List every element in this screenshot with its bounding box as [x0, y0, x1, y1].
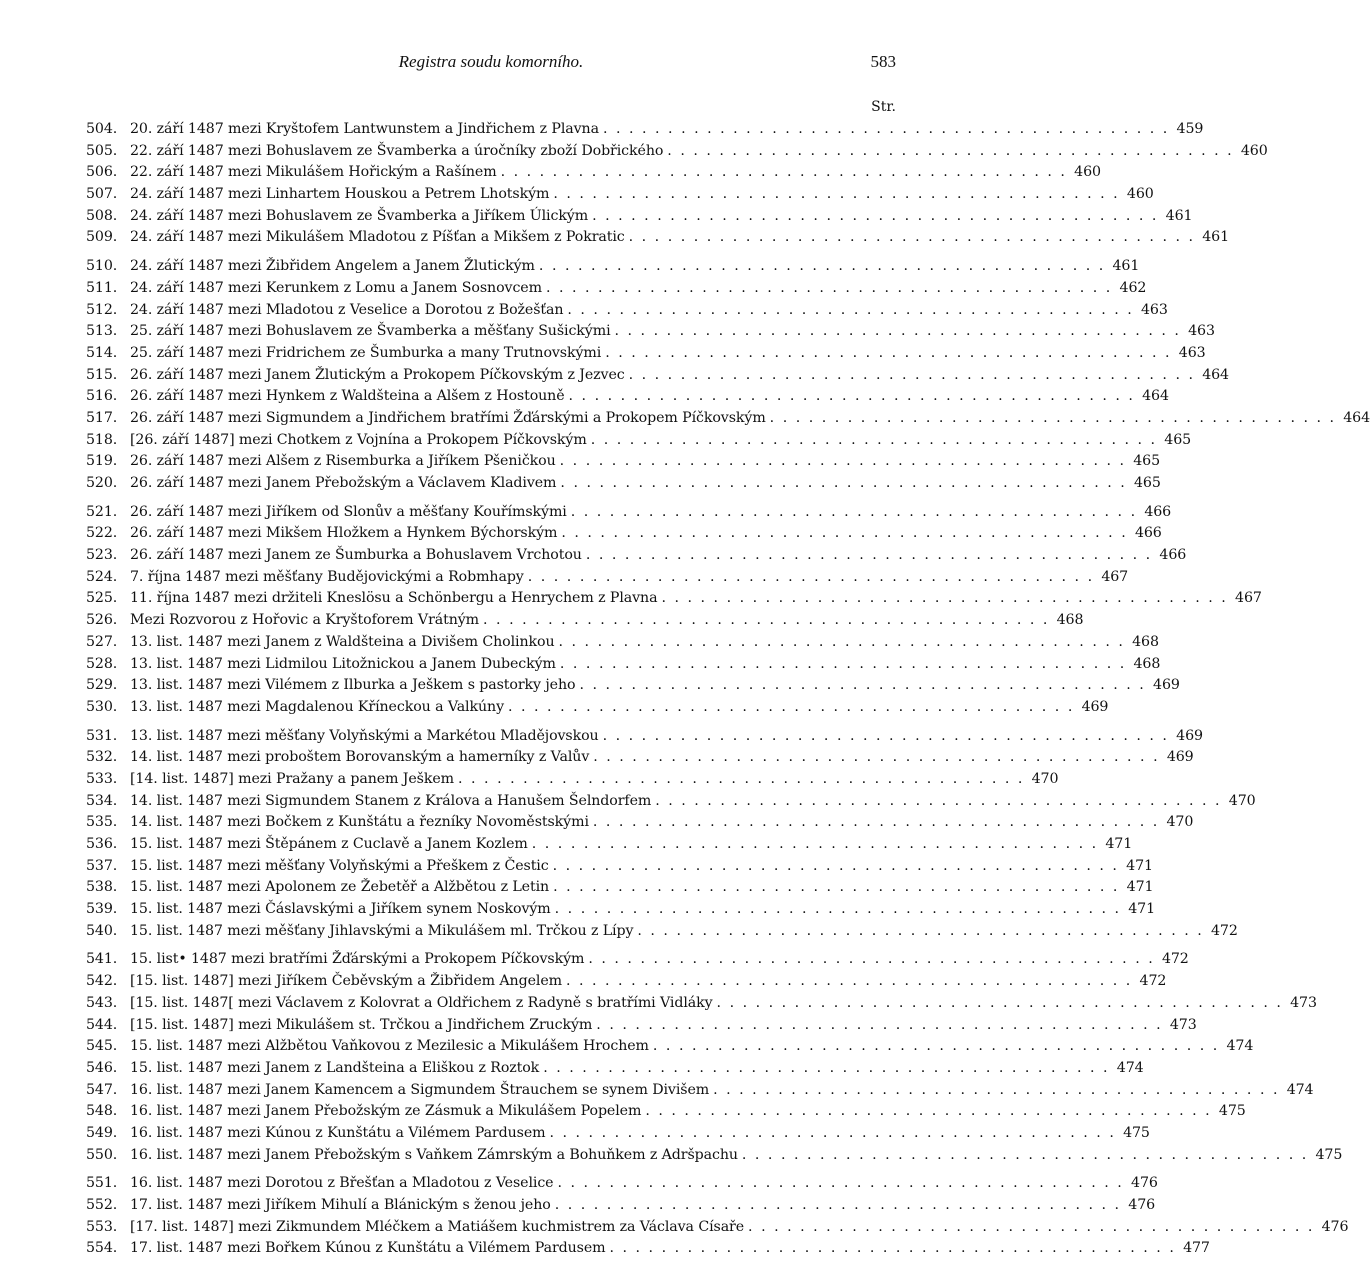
register-entry [86, 590, 1262, 612]
entry-number: 544. [86, 1016, 118, 1033]
entry-text: 26. září 1487 mezi Sigmundem a Jindřichem bratřími Žďárskými a Prokopem Píčkovským [130, 409, 766, 426]
entry-number: 534. [86, 792, 118, 809]
register-entry [86, 879, 1154, 901]
entry-page-number: 469 [1166, 749, 1194, 766]
dot-leader [586, 547, 1152, 563]
entry-number: 513. [86, 323, 118, 340]
entry-number: 543. [86, 994, 118, 1011]
register-entry [86, 1059, 1144, 1082]
dot-leader [528, 569, 1094, 585]
dot-leader [592, 208, 1158, 224]
dot-leader [615, 323, 1181, 339]
entry-text: 24. září 1487 mezi Žibřidem Angelem a Janem Žlutickým [130, 258, 535, 275]
entry-number: 526. [86, 612, 118, 629]
register-entry [86, 901, 1156, 923]
entry-text: [14. list. 1487] mezi Pražany a panem Ješkem [130, 770, 455, 787]
dot-leader [603, 728, 1169, 744]
entry-page-number: 476 [1128, 1197, 1156, 1213]
register-entry [86, 409, 1370, 432]
entry-text: 26. září 1487 mezi Mikšem Hložkem a Hynkem Býchorským [130, 525, 558, 542]
register-entry [86, 994, 1317, 1017]
entry-page-number: 470 [1166, 814, 1194, 831]
entry-page-number: 472 [1139, 973, 1167, 990]
entry-number: 523. [86, 547, 118, 564]
entry-page-number: 475 [1123, 1124, 1150, 1141]
entry-text: Mezi Rozvorou z Hořovic a Kryštoforem Vrátným [130, 612, 480, 629]
entry-page-number: 471 [1128, 901, 1156, 918]
dot-leader [566, 973, 1132, 989]
entry-text: 13. list. 1487 mezi Vilémem z Ilburka a Ješkem s pastorky jeho [130, 677, 576, 694]
entry-page-number: 466 [1144, 503, 1172, 520]
entry-page-number: 459 [1176, 121, 1204, 137]
entry-text: 26. září 1487 mezi Janem Přebožským a Václavem Kladivem [130, 475, 557, 491]
dot-leader [560, 475, 1126, 491]
register-entry [86, 633, 1159, 656]
entry-page-number: 472 [1210, 922, 1238, 939]
register-entry [86, 727, 1203, 750]
register-entry [86, 951, 1189, 973]
register-entry [86, 1038, 1254, 1060]
dot-leader [770, 410, 1336, 426]
register-entry [86, 814, 1194, 836]
entry-page-number: 474 [1286, 1081, 1314, 1098]
register-entry [86, 1175, 1158, 1197]
entry-number: 507. [86, 186, 118, 203]
dot-leader [508, 699, 1074, 715]
dot-leader [603, 121, 1169, 137]
entry-page-number: 471 [1126, 857, 1153, 874]
entry-number: 551. [86, 1175, 118, 1192]
entry-text: 14. list. 1487 mezi Bočkem z Kunštátu a řezníky Novoměstskými [130, 814, 589, 831]
dot-leader [717, 995, 1283, 1011]
dot-leader [559, 634, 1125, 650]
entry-page-number: 464 [1142, 388, 1169, 405]
entry-page-number: 473 [1169, 1016, 1197, 1033]
entry-page-number: 472 [1161, 951, 1189, 968]
entry-text: [15. list. 1487[ mezi Václavem z Kolovrat a Oldřichem z Radyně s bratřími Vidláky [130, 994, 713, 1011]
register-entry [86, 525, 1162, 547]
dot-leader [569, 388, 1135, 404]
entry-page-number: 474 [1116, 1059, 1144, 1076]
entry-text: 13. list. 1487 mezi Magdalenou Kříneckou a Valkúny [130, 698, 504, 715]
entry-page-number: 468 [1056, 612, 1084, 629]
entry-number: 539. [86, 901, 118, 918]
entry-text: 26. září 1487 mezi Alšem z Risemburka a Jiříkem Pšeničkou [130, 453, 556, 470]
entry-page-number: 465 [1133, 453, 1161, 470]
entry-number: 522. [86, 525, 118, 542]
entry-page-number: 463 [1188, 323, 1215, 340]
entry-text: 16. list. 1487 mezi Dorotou z Břešťan a Mladotou z Veselice [130, 1175, 554, 1192]
entry-page-number: 473 [1290, 994, 1317, 1011]
entry-number: 527. [86, 633, 118, 650]
entry-page-number: 469 [1176, 727, 1203, 744]
dot-leader [567, 302, 1133, 318]
entry-text: 16. list. 1487 mezi Kúnou z Kunštátu a Vilémem Pardusem [130, 1124, 546, 1141]
register-entry [86, 612, 1084, 634]
register-entries [86, 121, 1370, 1262]
entry-number: 519. [86, 453, 118, 470]
dot-leader [637, 923, 1203, 939]
dot-leader [605, 345, 1171, 361]
entry-number: 541. [86, 951, 118, 968]
entry-page-number: 475 [1218, 1103, 1246, 1120]
register-entry [86, 1103, 1246, 1125]
entry-text: [26. září 1487] mezi Chotkem z Vojnína a Prokopem Píčkovským [130, 431, 587, 448]
entry-number: 516. [86, 388, 118, 405]
entry-text: 22. září 1487 mezi Bohuslavem ze Švamberka a úročníky zboží Dobřického [130, 142, 664, 159]
entry-number: 536. [86, 836, 118, 852]
entry-number: 548. [86, 1103, 118, 1120]
entry-text: 24. září 1487 mezi Kerunkem z Lomu a Janem Sosnovcem [130, 279, 542, 296]
entry-text: 13. list. 1487 mezi Lidmilou Litožnickou a Janem Dubeckým [130, 655, 556, 672]
entry-page-number: 470 [1031, 770, 1059, 787]
entry-page-number: 461 [1165, 207, 1193, 224]
entry-text: 26. září 1487 mezi Jiříkem od Slonův a měšťany Kouřímskými [130, 503, 567, 520]
entry-number: 553. [86, 1218, 118, 1235]
dot-leader [645, 1103, 1211, 1119]
entry-page-number: 469 [1081, 698, 1109, 715]
entry-text: 15. list. 1487 mezi měšťany Jihlavskými a Mikulášem ml. Trčkou z Lípy [130, 922, 634, 939]
dot-leader [555, 1197, 1121, 1213]
dot-leader [713, 1082, 1279, 1098]
entry-number: 517. [86, 409, 118, 426]
entry-text: 25. září 1487 mezi Fridrichem ze Šumburka a many Trutnovskými [130, 344, 602, 361]
entry-page-number: 468 [1132, 633, 1159, 650]
entry-number: 537. [86, 857, 118, 874]
entry-page-number: 463 [1178, 344, 1206, 361]
register-entry [86, 677, 1180, 699]
register-entry [86, 366, 1229, 389]
entry-number: 552. [86, 1197, 118, 1213]
entry-number: 524. [86, 568, 118, 585]
entry-number: 531. [86, 727, 118, 744]
entry-text: 15. list• 1487 mezi bratřími Žďárskými a Prokopem Píčkovským [130, 951, 585, 968]
entry-number: 518. [86, 431, 118, 448]
register-entry [86, 568, 1129, 591]
dot-leader [557, 1175, 1123, 1191]
register-entry [86, 186, 1154, 208]
dot-leader [549, 1125, 1115, 1141]
entry-number: 554. [86, 1240, 118, 1257]
register-entry [86, 344, 1206, 367]
register-entry [86, 142, 1268, 165]
entry-number: 529. [86, 677, 118, 694]
entry-number: 525. [86, 590, 118, 607]
entry-text: 7. října 1487 mezi měšťany Budějovickými a Robmhapy [130, 568, 524, 585]
dot-leader [539, 258, 1105, 274]
entry-number: 509. [86, 229, 118, 246]
entry-page-number: 475 [1315, 1146, 1343, 1163]
dot-leader [667, 143, 1233, 159]
dot-leader [629, 367, 1195, 383]
entry-number: 546. [86, 1059, 118, 1076]
register-entry [86, 164, 1101, 186]
dot-leader [579, 677, 1145, 693]
entry-text: 24. září 1487 mezi Linhartem Houskou a Petrem Lhotským [130, 186, 550, 203]
entry-page-number: 466 [1134, 525, 1162, 542]
entry-text: 13. list. 1487 mezi měšťany Volyňskými a Markétou Mladějovskou [130, 727, 599, 744]
entry-page-number: 465 [1164, 431, 1192, 448]
entry-text: 13. list. 1487 mezi Janem z Waldšteina a Divišem Cholinkou [130, 633, 555, 650]
entry-page-number: 461 [1202, 229, 1229, 246]
dot-leader [555, 901, 1121, 917]
register-entry [86, 258, 1140, 280]
entry-number: 512. [86, 301, 118, 318]
register-entry [86, 121, 1204, 143]
entry-number: 520. [86, 475, 118, 491]
entry-number: 535. [86, 814, 118, 831]
register-entry [86, 749, 1194, 771]
entry-page-number: 476 [1131, 1175, 1158, 1192]
entry-text: 26. září 1487 mezi Janem Žlutickým a Prokopem Píčkovským z Jezvec [130, 366, 625, 383]
entry-text: 11. října 1487 mezi držiteli Kneslösu a Schönbergu a Henrychem z Plavna [130, 590, 658, 607]
entry-text: 24. září 1487 mezi Mladotou z Veselice a Dorotou z Božešťan [130, 301, 564, 318]
entry-page-number: 465 [1134, 475, 1161, 491]
dot-leader [483, 612, 1049, 628]
entry-page-number: 467 [1235, 590, 1262, 607]
dot-leader [748, 1219, 1314, 1235]
entry-number: 504. [86, 121, 118, 137]
page-number: 583 [870, 52, 896, 71]
register-entry [86, 323, 1215, 345]
register-entry [86, 279, 1147, 302]
entry-page-number: 464 [1343, 409, 1370, 426]
register-entry [86, 836, 1133, 858]
dot-leader [561, 525, 1127, 541]
dot-leader [629, 229, 1195, 245]
entry-number: 508. [86, 207, 118, 224]
entry-text: 15. list. 1487 mezi Apolonem ze Žebetěř a Alžbětou z Letin [130, 879, 550, 896]
entry-number: 528. [86, 655, 118, 672]
register-entry [86, 655, 1161, 678]
entry-page-number: 461 [1112, 258, 1140, 275]
entry-text: [15. list. 1487] mezi Mikulášem st. Trčkou a Jindřichem Zruckým [130, 1016, 593, 1033]
dot-leader [543, 1060, 1109, 1076]
register-entry [86, 1218, 1349, 1241]
entry-text: 14. list. 1487 mezi proboštem Borovanským a hamerníky z Valův [130, 749, 590, 766]
dot-leader [655, 793, 1221, 809]
register-entry [86, 1124, 1150, 1147]
dot-leader [596, 1017, 1162, 1033]
entry-text: 16. list. 1487 mezi Janem Přebožským ze Zásmuk a Mikulášem Popelem [130, 1103, 642, 1120]
dot-leader [560, 656, 1126, 672]
entry-page-number: 474 [1226, 1038, 1254, 1055]
entry-number: 538. [86, 879, 118, 896]
register-entry [86, 698, 1109, 721]
register-entry [86, 207, 1193, 230]
dot-leader [560, 453, 1126, 469]
entry-number: 545. [86, 1038, 118, 1055]
register-entry [86, 792, 1256, 815]
dot-leader [571, 504, 1137, 520]
entry-page-number: 466 [1159, 547, 1187, 564]
register-entry [86, 229, 1229, 251]
entry-page-number: 467 [1101, 568, 1129, 585]
dot-leader [458, 771, 1024, 787]
dot-leader [609, 1240, 1175, 1256]
entry-number: 533. [86, 770, 118, 787]
entry-number: 511. [86, 279, 118, 296]
entry-text: 15. list. 1487 mezi Čáslavskými a Jiříkem synem Noskovým [130, 901, 551, 918]
entry-number: 532. [86, 749, 118, 766]
dot-leader [553, 879, 1119, 895]
entry-text: 24. září 1487 mezi Mikulášem Mladotou z Píšťan a Mikšem z Pokratic [130, 229, 625, 246]
dot-leader [553, 858, 1119, 874]
register-entry [86, 1146, 1343, 1169]
running-title: Registra soudu komorního. [398, 52, 584, 71]
dot-leader [653, 1038, 1219, 1054]
entry-text: 16. list. 1487 mezi Janem Přebožským s Vaňkem Zámrským a Bohuňkem z Adršpachu [130, 1146, 738, 1163]
entry-page-number: 460 [1240, 142, 1268, 159]
register-entry [86, 301, 1168, 324]
entry-page-number: 460 [1126, 186, 1154, 203]
entry-text: 15. list. 1487 mezi Alžbětou Vaňkovou z Mezilesic a Mikulášem Hrochem [130, 1038, 649, 1055]
register-entry [86, 475, 1161, 497]
entry-page-number: 471 [1105, 836, 1133, 852]
dot-leader [742, 1147, 1308, 1163]
register-entry [86, 1240, 1210, 1262]
dot-leader [593, 814, 1159, 830]
entry-number: 506. [86, 164, 118, 181]
entry-number: 550. [86, 1146, 118, 1163]
entry-text: 15. list. 1487 mezi Štěpánem z Cuclavě a Janem Kozlem [130, 836, 528, 852]
entry-text: 24. září 1487 mezi Bohuslavem ze Švamberka a Jiříkem Úlickým [130, 207, 589, 224]
entry-text: 20. září 1487 mezi Kryštofem Lantwunstem a Jindřichem z Plavna [130, 121, 599, 137]
entry-text: [15. list. 1487] mezi Jiříkem Čeběvským a Žibřidem Angelem [130, 973, 562, 990]
entry-page-number: 477 [1183, 1240, 1210, 1257]
register-entry [86, 770, 1059, 793]
entry-number: 521. [86, 503, 118, 520]
entry-text: 26. září 1487 mezi Hynkem z Waldšteina a Alšem z Hostouně [130, 388, 565, 405]
entry-page-number: 460 [1074, 164, 1101, 181]
entry-text: 26. září 1487 mezi Janem ze Šumburka a Bohuslavem Vrchotou [130, 547, 582, 564]
entry-text: [17. list. 1487] mezi Zikmundem Mléčkem a Matiášem kuchmistrem za Václava Císaře [130, 1218, 745, 1235]
entry-number: 510. [86, 258, 118, 275]
register-entry [86, 922, 1238, 945]
dot-leader [588, 951, 1154, 967]
register-entry [86, 1016, 1197, 1039]
register-entry [86, 857, 1153, 880]
register-entry [86, 431, 1192, 454]
entry-page-number: 468 [1133, 655, 1161, 672]
entry-number: 549. [86, 1124, 118, 1141]
register-entry [86, 388, 1169, 410]
dot-leader [501, 164, 1067, 180]
entry-page-number: 470 [1228, 792, 1256, 809]
register-entry [86, 1197, 1156, 1219]
entry-number: 515. [86, 366, 118, 383]
dot-leader [553, 186, 1119, 202]
page-column-label: Str. [871, 99, 896, 115]
entry-page-number: 471 [1126, 879, 1154, 896]
entry-page-number: 476 [1321, 1218, 1349, 1235]
dot-leader [661, 590, 1227, 606]
entry-page-number: 462 [1119, 279, 1147, 296]
entry-number: 540. [86, 922, 118, 939]
entry-page-number: 464 [1202, 366, 1229, 383]
entry-number: 542. [86, 973, 118, 990]
register-entry [86, 547, 1187, 569]
entry-text: 25. září 1487 mezi Bohuslavem ze Švamberka a měšťany Sušickými [130, 323, 611, 340]
entry-text: 15. list. 1487 mezi měšťany Volyňskými a Přeškem z Čestic [130, 857, 549, 874]
entry-text: 15. list. 1487 mezi Janem z Landšteina a Eliškou z Roztok [130, 1059, 540, 1076]
register-entry [86, 973, 1167, 995]
page-header [86, 50, 896, 76]
dot-leader [546, 280, 1112, 296]
entry-text: 16. list. 1487 mezi Janem Kamencem a Sigmundem Štrauchem se synem Divišem [130, 1081, 710, 1098]
entry-number: 530. [86, 698, 118, 715]
register-entry [86, 453, 1161, 475]
entry-text: 17. list. 1487 mezi Jiříkem Mihulí a Blánickým s ženou jeho [130, 1197, 551, 1213]
entry-number: 505. [86, 142, 118, 159]
dot-leader [591, 432, 1157, 448]
entry-text: 17. list. 1487 mezi Bořkem Kúnou z Kunštátu a Vilémem Pardusem [130, 1240, 606, 1257]
entry-number: 547. [86, 1081, 118, 1098]
dot-leader [593, 749, 1159, 765]
entry-text: 14. list. 1487 mezi Sigmundem Stanem z Králova a Hanušem Šelndorfem [130, 792, 652, 809]
entry-text: 22. září 1487 mezi Mikulášem Hořickým a Rašínem [130, 164, 497, 181]
register-entry [86, 503, 1172, 526]
entry-page-number: 469 [1153, 677, 1180, 694]
entry-page-number: 463 [1140, 301, 1168, 318]
register-entry [86, 1081, 1314, 1104]
entry-number: 514. [86, 344, 118, 361]
dot-leader [532, 836, 1098, 852]
